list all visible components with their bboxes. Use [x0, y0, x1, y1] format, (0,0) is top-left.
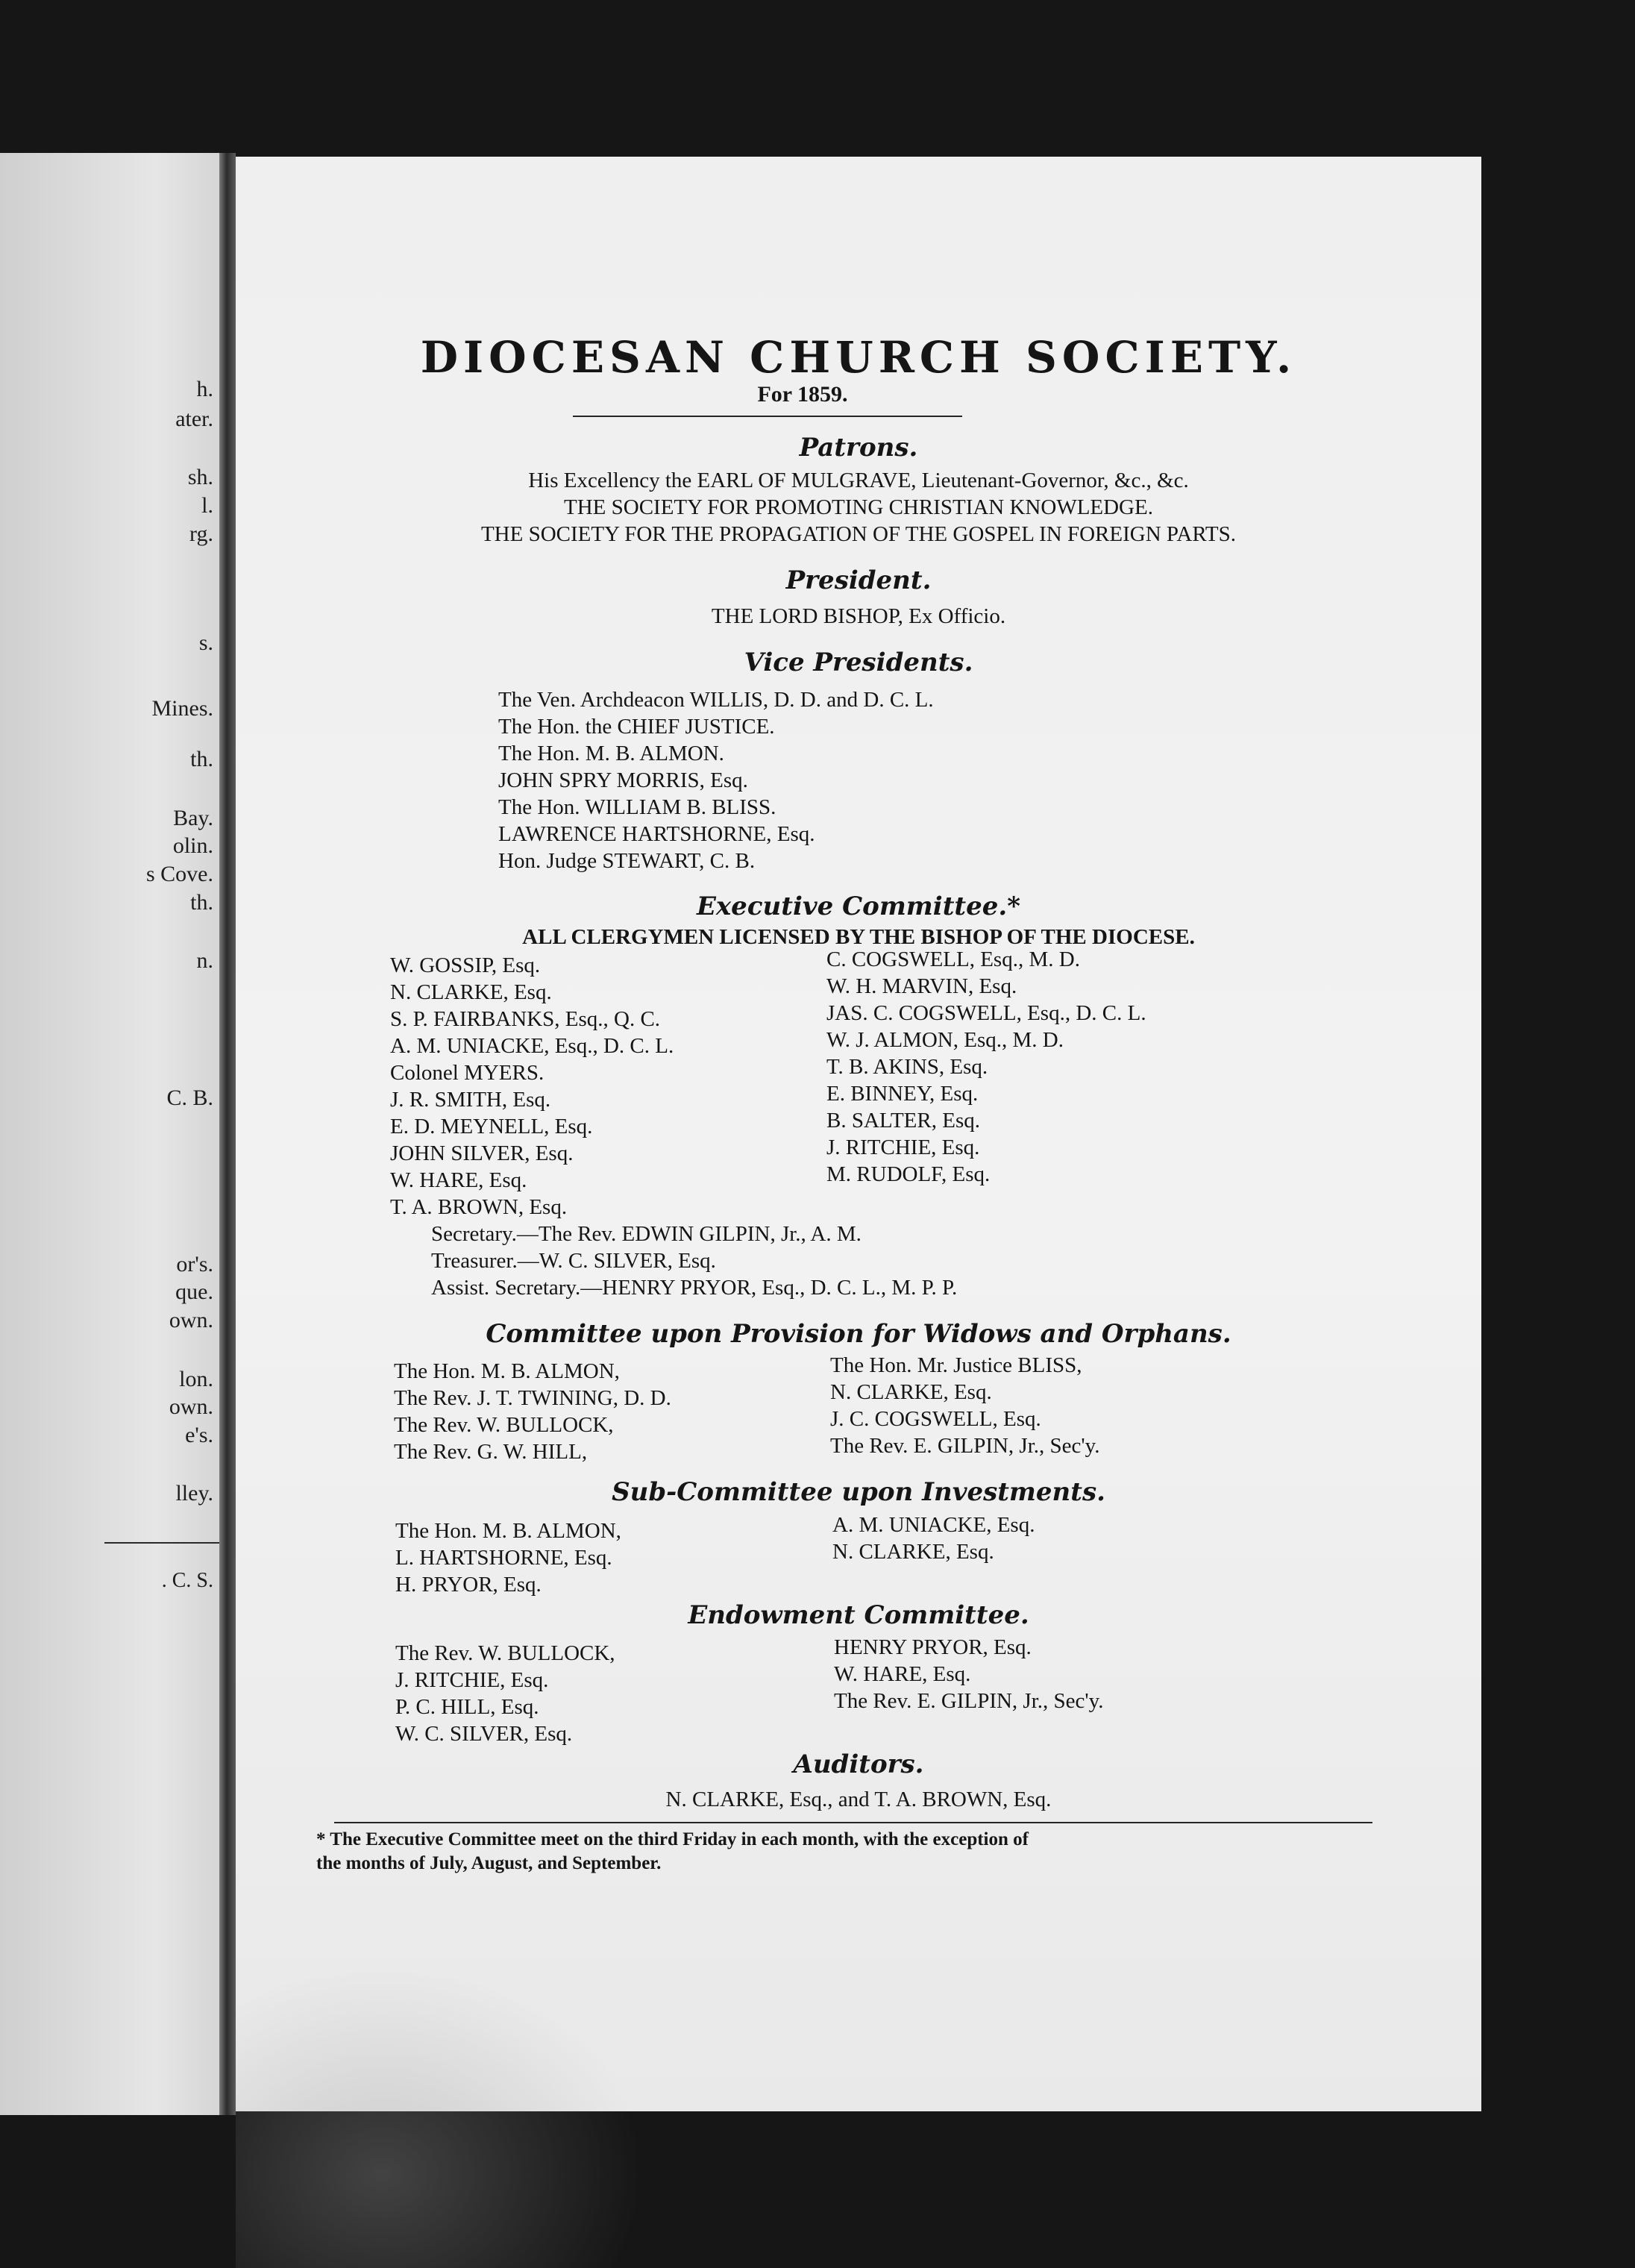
footnote-line: * The Executive Committee meet on the third Friday in each month, with the exception of — [316, 1829, 1029, 1849]
endowment-member: P. C. HILL, Esq. — [395, 1695, 539, 1719]
executive-member: T. A. BROWN, Esq. — [390, 1195, 568, 1219]
widows-member: J. C. COGSWELL, Esq. — [830, 1407, 1041, 1431]
left-fragment: l. — [201, 493, 213, 518]
left-fragment: ater. — [175, 407, 213, 431]
water-stain — [236, 1955, 653, 2268]
executive-member: Colonel MYERS. — [390, 1061, 545, 1085]
executive-member: T. B. AKINS, Esq. — [826, 1055, 988, 1079]
endowment-member: The Rev. W. BULLOCK, — [395, 1641, 615, 1665]
vice-president-line: JOHN SPRY MORRIS, Esq. — [498, 768, 748, 792]
executive-member: J. RITCHIE, Esq. — [826, 1135, 980, 1159]
widows-member: The Hon. M. B. ALMON, — [394, 1359, 620, 1383]
left-fragment: s. — [198, 630, 213, 655]
book-gutter — [219, 153, 236, 2115]
investments-member: L. HARTSHORNE, Esq. — [395, 1546, 612, 1570]
president-line: THE LORD BISHOP, Ex Officio. — [711, 604, 1006, 628]
widows-member: The Rev. J. T. TWINING, D. D. — [394, 1386, 671, 1410]
executive-member: C. COGSWELL, Esq., M. D. — [826, 947, 1080, 971]
patron-line: His Excellency the EARL OF MULGRAVE, Lieutenant-Governor, &c., &c. — [528, 469, 1189, 492]
executive-member: JOHN SILVER, Esq. — [390, 1141, 574, 1165]
executive-member: M. RUDOLF, Esq. — [826, 1162, 991, 1186]
executive-member: J. R. SMITH, Esq. — [390, 1088, 551, 1112]
widows-member: N. CLARKE, Esq. — [830, 1380, 992, 1404]
patrons-heading: Patrons. — [799, 433, 918, 463]
investments-member: The Hon. M. B. ALMON, — [395, 1519, 621, 1543]
left-page-fragment — [0, 153, 224, 2115]
vice-president-line: Hon. Judge STEWART, C. B. — [498, 849, 756, 873]
executive-member: A. M. UNIACKE, Esq., D. C. L. — [390, 1034, 674, 1058]
left-fragment: rg. — [189, 521, 213, 546]
auditors-heading: Auditors. — [793, 1749, 924, 1779]
left-fragment: own. — [169, 1394, 213, 1419]
footnote-line: the months of July, August, and September. — [316, 1853, 662, 1873]
executive-member: W. GOSSIP, Esq. — [390, 953, 541, 977]
title-rule — [573, 416, 962, 417]
patron-line: THE SOCIETY FOR THE PROPAGATION OF THE GOSPEL IN FOREIGN PARTS. — [480, 522, 1237, 546]
footnote-rule — [334, 1822, 1372, 1823]
executive-member: E. D. MEYNELL, Esq. — [390, 1115, 593, 1138]
left-fragment: own. — [169, 1308, 213, 1332]
left-fragment: or's. — [176, 1252, 213, 1276]
widows-member: The Rev. W. BULLOCK, — [394, 1413, 614, 1437]
widows-member: The Rev. G. W. HILL, — [394, 1440, 588, 1464]
vice-presidents-heading: Vice Presidents. — [744, 648, 973, 677]
left-fragment: th. — [190, 747, 213, 771]
vice-president-line: The Ven. Archdeacon WILLIS, D. D. and D. C. L. — [498, 688, 934, 712]
left-fragment: que. — [175, 1279, 213, 1304]
executive-member: JAS. C. COGSWELL, Esq., D. C. L. — [826, 1001, 1146, 1025]
endowment-heading: Endowment Committee. — [688, 1600, 1029, 1630]
officer-assistant-secretary: Assist. Secretary.—HENRY PRYOR, Esq., D. C. L., M. P. P. — [431, 1276, 958, 1300]
investments-heading: Sub-Committee upon Investments. — [612, 1477, 1105, 1507]
executive-member: E. BINNEY, Esq. — [826, 1082, 979, 1106]
left-fragment: sh. — [187, 465, 213, 489]
endowment-member: The Rev. E. GILPIN, Jr., Sec'y. — [834, 1689, 1104, 1713]
vice-president-line: LAWRENCE HARTSHORNE, Esq. — [498, 822, 815, 846]
left-fragment: e's. — [185, 1423, 213, 1447]
page-title: DIOCESAN CHURCH SOCIETY. — [420, 332, 1297, 383]
endowment-member: J. RITCHIE, Esq. — [395, 1668, 549, 1692]
left-fragment: Mines. — [151, 696, 213, 721]
executive-member: W. HARE, Esq. — [390, 1168, 527, 1192]
left-fragment: . C. S. — [161, 1569, 213, 1592]
page-subtitle: For 1859. — [757, 382, 848, 407]
executive-member: W. J. ALMON, Esq., M. D. — [826, 1028, 1064, 1052]
endowment-member: W. C. SILVER, Esq. — [395, 1722, 573, 1746]
left-rule — [104, 1542, 224, 1544]
executive-heading: Executive Committee.* — [697, 892, 1020, 921]
endowment-member: HENRY PRYOR, Esq. — [834, 1635, 1032, 1659]
endowment-member: W. HARE, Esq. — [834, 1662, 971, 1686]
left-fragment: lley. — [175, 1481, 213, 1506]
left-fragment: th. — [190, 890, 213, 915]
widows-member: The Hon. Mr. Justice BLISS, — [830, 1353, 1082, 1377]
document-page — [236, 157, 1481, 2111]
executive-lead: ALL CLERGYMEN LICENSED BY THE BISHOP OF THE DIOCESE. — [522, 925, 1195, 949]
left-fragment: lon. — [179, 1367, 213, 1391]
vice-president-line: The Hon. M. B. ALMON. — [498, 742, 724, 765]
vice-president-line: The Hon. the CHIEF JUSTICE. — [498, 715, 775, 739]
officer-treasurer: Treasurer.—W. C. SILVER, Esq. — [431, 1249, 716, 1273]
executive-member: B. SALTER, Esq. — [826, 1109, 980, 1133]
left-fragment: h. — [196, 377, 213, 401]
vice-president-line: The Hon. WILLIAM B. BLISS. — [498, 795, 776, 819]
patron-line: THE SOCIETY FOR PROMOTING CHRISTIAN KNOWLEDGE. — [564, 495, 1153, 519]
executive-member: N. CLARKE, Esq. — [390, 980, 552, 1004]
left-fragment: n. — [196, 948, 213, 973]
executive-member: S. P. FAIRBANKS, Esq., Q. C. — [390, 1007, 661, 1031]
officer-secretary: Secretary.—The Rev. EDWIN GILPIN, Jr., A. M. — [431, 1222, 862, 1246]
investments-member: N. CLARKE, Esq. — [832, 1540, 994, 1564]
president-heading: President. — [785, 566, 932, 595]
executive-member: W. H. MARVIN, Esq. — [826, 974, 1017, 998]
investments-member: H. PRYOR, Esq. — [395, 1573, 542, 1597]
widows-heading: Committee upon Provision for Widows and Orphans. — [486, 1319, 1231, 1349]
left-fragment: olin. — [172, 833, 213, 858]
widows-member: The Rev. E. GILPIN, Jr., Sec'y. — [830, 1434, 1100, 1458]
left-fragment: Bay. — [173, 806, 213, 830]
investments-member: A. M. UNIACKE, Esq. — [832, 1513, 1035, 1537]
left-fragment: s Cove. — [146, 862, 213, 886]
left-fragment: C. B. — [166, 1086, 213, 1110]
auditors-line: N. CLARKE, Esq., and T. A. BROWN, Esq. — [665, 1788, 1052, 1811]
